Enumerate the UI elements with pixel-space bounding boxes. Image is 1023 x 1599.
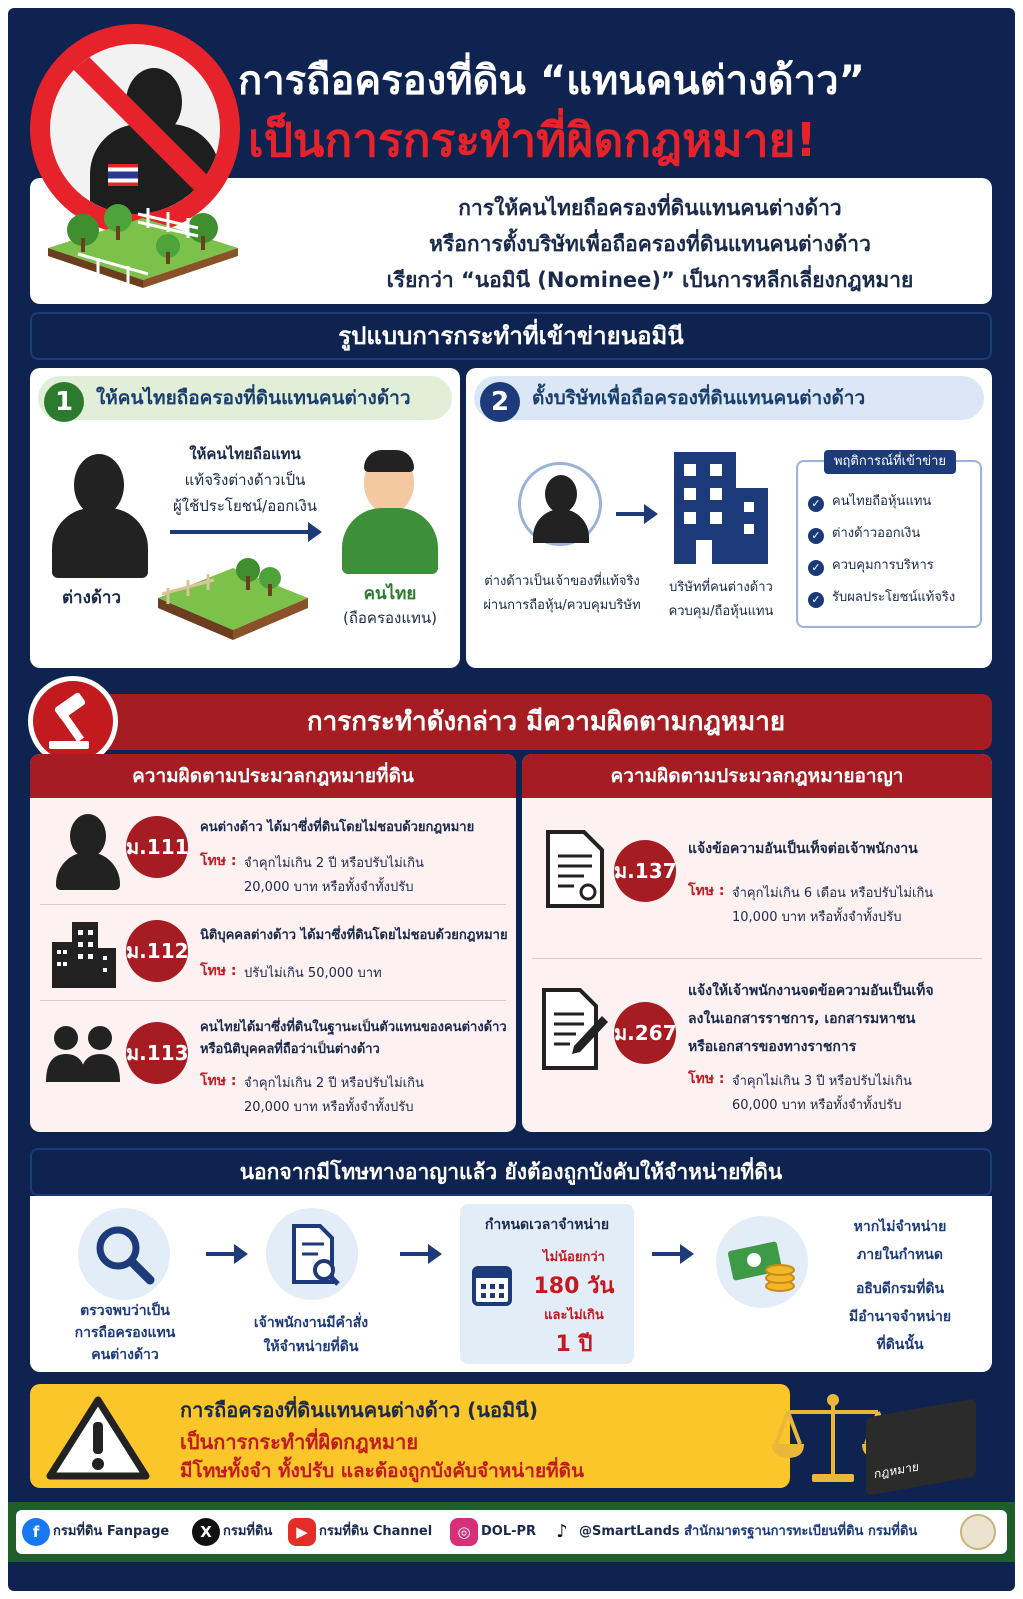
thai-label: คนไทย <box>363 584 417 604</box>
document-edit-icon <box>540 986 612 1072</box>
building-icon <box>664 448 774 568</box>
law-title: การกระทำดังกล่าว มีความผิดตามกฎหมาย <box>100 694 992 750</box>
land-plot-icon <box>158 548 308 648</box>
step-4-text: ที่ดินนั้น <box>876 1337 924 1353</box>
owner-desc: ต่างด้าวเป็นเจ้าของที่แท้จริง <box>484 574 640 589</box>
youtube-link[interactable]: ▶ กรมที่ดิน Channel <box>288 1518 432 1546</box>
law-desc: แจ้งให้เจ้าพนักงานจดข้อความอันเป็นเท็จ <box>688 983 934 999</box>
section-267-badge: ม.267 <box>614 1002 676 1064</box>
company-desc: ควบคุม/ถือหุ้นแทน <box>668 604 774 619</box>
x-icon: X <box>192 1518 220 1546</box>
section-137-badge: ม.137 <box>614 840 676 902</box>
warning-line-3: มีโทษทั้งจำ ทั้งปรับ และต้องถูกบังคับจำหน่ายที่ดิน <box>180 1460 584 1482</box>
behaviors-title: พฤติการณ์ที่เข้าข่าย <box>824 450 956 474</box>
penalty-text: 60,000 บาท หรือทั้งจำทั้งปรับ <box>732 1098 902 1113</box>
two-people-icon <box>44 1020 124 1090</box>
x-link[interactable]: X กรมที่ดิน <box>192 1518 272 1546</box>
behavior-item: ✓ รับผลประโยชน์แท้จริง <box>808 586 955 608</box>
foreigner-body <box>56 852 120 890</box>
pattern-1-card <box>30 368 460 668</box>
penalty-text: จำคุกไม่เกิน 6 เดือน หรือปรับไม่เกิน <box>732 886 934 901</box>
deadline-min-value: 180 วัน <box>533 1274 615 1299</box>
step-4-text: มีอำนาจจำหน่าย <box>848 1309 952 1325</box>
check-icon: ✓ <box>808 528 824 544</box>
penalty-label: โทษ : <box>688 883 725 899</box>
footer <box>8 1502 1015 1562</box>
arrow-icon <box>652 1252 682 1256</box>
disposal-steps <box>30 1196 992 1372</box>
organization-name: สำนักมาตรฐานการทะเบียนที่ดิน กรมที่ดิน <box>684 1524 918 1539</box>
check-icon: ✓ <box>808 560 824 576</box>
page-title: การถือครองที่ดิน “แทนคนต่างด้าว” <box>238 58 865 104</box>
facebook-link[interactable]: f กรมที่ดิน Fanpage <box>22 1518 169 1546</box>
law-desc: ลงในเอกสารราชการ, เอกสารมหาชน <box>688 1011 916 1027</box>
penalty-label: โทษ : <box>688 1071 725 1087</box>
deadline-max-value: 1 ปี <box>555 1332 593 1357</box>
youtube-icon: ▶ <box>288 1518 316 1546</box>
penalty-text: 10,000 บาท หรือทั้งจำทั้งปรับ <box>732 910 902 925</box>
garden-illustration-icon <box>38 188 248 288</box>
criminal-law-section <box>522 754 992 1132</box>
pattern-2-header <box>474 376 984 420</box>
criminal-law-title: ความผิดตามประมวลกฎหมายอาญา <box>522 754 992 798</box>
step-4-text: ภายในกำหนด <box>857 1247 943 1263</box>
instagram-link[interactable]: ◎ DOL-PR <box>450 1518 536 1546</box>
penalty-label: โทษ : <box>200 853 237 869</box>
pattern-1-desc: แท้จริงต่างด้าวเป็น <box>184 471 306 489</box>
thai-person-body <box>342 508 438 574</box>
arrow-icon <box>616 512 646 516</box>
facebook-icon: f <box>22 1518 50 1546</box>
deadline-max-label: และไม่เกิน <box>544 1308 604 1323</box>
penalty-text: จำคุกไม่เกิน 2 ปี หรือปรับไม่เกิน <box>244 856 424 871</box>
pattern-1-header <box>38 376 452 420</box>
foreigner-icon <box>74 454 124 516</box>
behaviors-box <box>796 454 982 628</box>
law-desc: หรือนิติบุคคลที่ถือว่าเป็นต่างด้าว <box>200 1042 380 1057</box>
step-1-text: การถือครองแทน <box>74 1325 176 1341</box>
owner-desc: ผ่านการถือหุ้น/ควบคุมบริษัท <box>483 598 641 613</box>
arrow-icon <box>170 530 310 534</box>
warning-line-2: เป็นการกระทำที่ผิดกฎหมาย <box>180 1430 419 1454</box>
section-113-badge: ม.113 <box>126 1022 188 1084</box>
behavior-item: ✓ ควบคุมการบริหาร <box>808 554 934 576</box>
foreigner-body <box>52 508 148 578</box>
check-icon: ✓ <box>808 496 824 512</box>
department-seal-icon <box>960 1514 996 1550</box>
page-subtitle: เป็นการกระทำที่ผิดกฎหมาย! <box>248 113 817 167</box>
tiktok-link[interactable]: ♪ @SmartLands <box>548 1518 680 1546</box>
intro-line: หรือการตั้งบริษัทเพื่อถือครองที่ดินแทนคนต่างด้าว <box>429 232 871 256</box>
buildings-icon <box>48 918 120 988</box>
money-icon <box>716 1216 808 1308</box>
law-desc: คนต่างด้าว ได้มาซึ่งที่ดินโดยไม่ชอบด้วยกฎหมาย <box>200 820 475 835</box>
land-law-section <box>30 754 516 1132</box>
penalty-label: โทษ : <box>200 1073 237 1089</box>
step-4-text: หากไม่จำหน่าย <box>853 1219 947 1235</box>
behavior-item: ✓ ต่างด้าวออกเงิน <box>808 522 920 544</box>
company-desc: บริษัทที่คนต่างด้าว <box>669 580 773 595</box>
check-icon: ✓ <box>808 592 824 608</box>
warning-line-1: การถือครองที่ดินแทนคนต่างด้าว (นอมินี) <box>180 1398 538 1422</box>
document-search-icon <box>266 1208 358 1300</box>
gavel-icon <box>28 676 118 766</box>
deadline-title: กำหนดเวลาจำหน่าย <box>484 1217 610 1233</box>
step-2-text: ให้จำหน่ายที่ดิน <box>263 1339 359 1355</box>
pattern-1-desc: ให้คนไทยถือแทน <box>189 445 301 463</box>
book-label: กฎหมาย <box>874 1459 919 1482</box>
pattern-1-title: ให้คนไทยถือครองที่ดินแทนคนต่างด้าว <box>96 387 411 409</box>
step-1-text: คนต่างด้าว <box>91 1347 159 1363</box>
warning-icon <box>46 1394 150 1480</box>
penalty-text: ปรับไม่เกิน 50,000 บาท <box>244 966 382 981</box>
magnifier-icon <box>78 1208 170 1300</box>
penalty-text: จำคุกไม่เกิน 3 ปี หรือปรับไม่เกิน <box>732 1074 912 1089</box>
disposal-title: นอกจากมีโทษทางอาญาแล้ว ยังต้องถูกบังคับให้จำหน่ายที่ดิน <box>30 1148 992 1196</box>
behavior-item: ✓ คนไทยถือหุ้นแทน <box>808 490 931 512</box>
instagram-icon: ◎ <box>450 1518 478 1546</box>
thai-sub-label: (ถือครองแทน) <box>342 609 438 627</box>
pattern-2-card <box>466 368 992 668</box>
tiktok-icon: ♪ <box>548 1518 576 1546</box>
arrow-icon <box>400 1252 430 1256</box>
foreigner-label: ต่างด้าว <box>62 588 122 608</box>
penalty-text: 20,000 บาท หรือทั้งจำทั้งปรับ <box>244 880 414 895</box>
pattern-1-desc: ผู้ใช้ประโยชน์/ออกเงิน <box>172 497 318 515</box>
deadline-box <box>460 1204 634 1364</box>
pattern-2-number: 2 <box>480 382 520 422</box>
owner-icon <box>518 462 602 546</box>
warning-banner <box>30 1384 790 1488</box>
arrow-icon <box>206 1252 236 1256</box>
step-1-text: ตรวจพบว่าเป็น <box>80 1303 170 1319</box>
patterns-title: รูปแบบการกระทำที่เข้าข่ายนอมินี <box>30 312 992 360</box>
law-desc: คนไทยได้มาซึ่งที่ดินในฐานะเป็นตัวแทนของคนต่างด้าว <box>200 1020 507 1035</box>
pattern-2-title: ตั้งบริษัทเพื่อถือครองที่ดินแทนคนต่างด้าว <box>532 387 866 409</box>
law-desc: นิติบุคคลต่างด้าว ได้มาซึ่งที่ดินโดยไม่ชอบด้วยกฎหมาย <box>200 928 508 943</box>
pattern-1-number: 1 <box>44 382 84 422</box>
intro-line: เรียกว่า “นอมินี (Nominee)” เป็นการหลีกเลี่ยงกฎหมาย <box>386 268 914 292</box>
infographic <box>8 8 1015 1591</box>
penalty-label: โทษ : <box>200 963 237 979</box>
law-desc: หรือเอกสารของทางราชการ <box>688 1039 857 1055</box>
land-law-title: ความผิดตามประมวลกฎหมายที่ดิน <box>30 754 516 798</box>
document-icon <box>544 828 606 910</box>
step-2-text: เจ้าพนักงานมีคำสั่ง <box>253 1315 369 1331</box>
deadline-min-label: ไม่น้อยกว่า <box>543 1250 605 1265</box>
intro-line: การให้คนไทยถือครองที่ดินแทนคนต่างด้าว <box>458 196 842 220</box>
calendar-icon <box>472 1262 512 1306</box>
step-4-text: อธิบดีกรมที่ดิน <box>855 1281 945 1297</box>
section-111-badge: ม.111 <box>126 816 188 878</box>
penalty-text: 20,000 บาท หรือทั้งจำทั้งปรับ <box>244 1100 414 1115</box>
section-112-badge: ม.112 <box>126 920 188 982</box>
law-desc: แจ้งข้อความอันเป็นเท็จต่อเจ้าพนักงาน <box>688 841 918 857</box>
penalty-text: จำคุกไม่เกิน 2 ปี หรือปรับไม่เกิน <box>244 1076 424 1091</box>
